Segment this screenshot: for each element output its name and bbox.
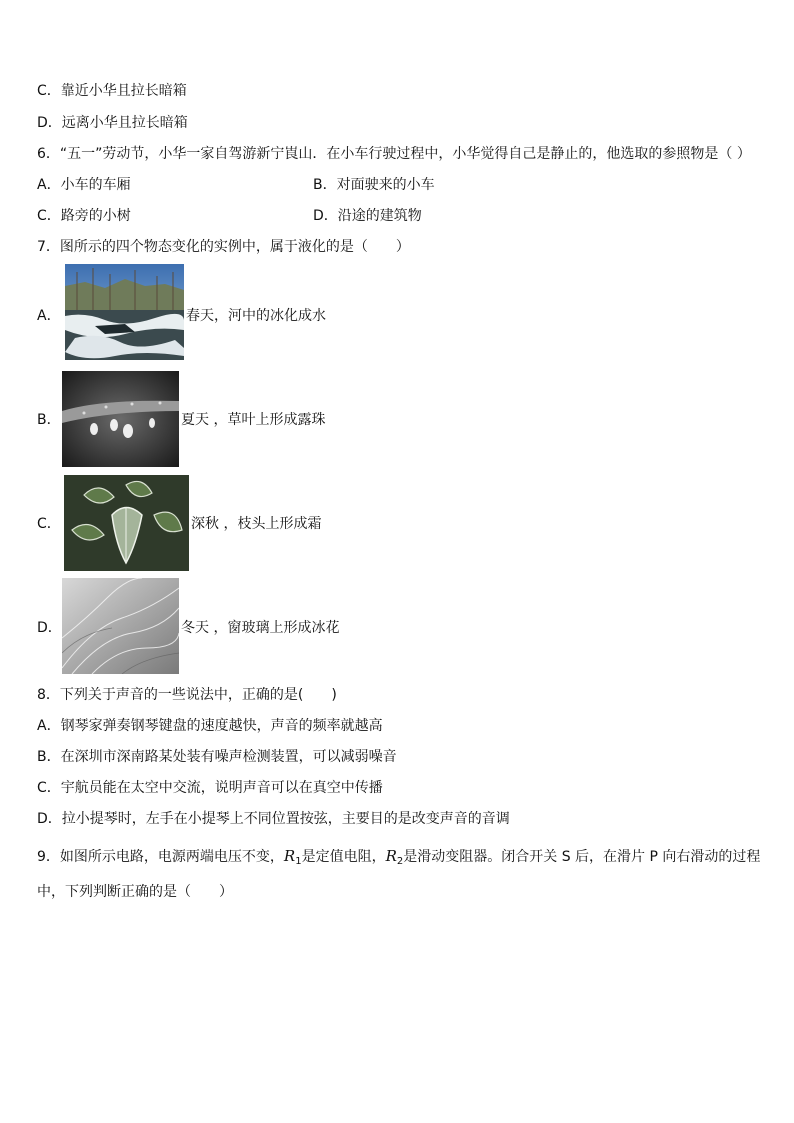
q7-option-c-label: C．: [37, 516, 61, 532]
q5-option-c: C．靠近小华且拉长暗箱: [37, 83, 187, 99]
q7-option-d-caption: 冬天 ，窗玻璃上形成冰花: [181, 620, 340, 636]
q6-option-a: A．小车的车厢: [37, 177, 131, 193]
q8-option-b: B．在深圳市深南路某处装有噪声检测装置，可以减弱噪音: [37, 749, 397, 765]
q7-stem: 7．图所示的四个物态变化的实例中，属于液化的是（ ）: [37, 239, 410, 255]
q9-text-1: 9．如图所示电路，电源两端电压不变，: [37, 849, 284, 865]
q6-option-b: B．对面驶来的小车: [313, 177, 435, 193]
dew-drops-photo: [62, 371, 179, 467]
river-ice-photo: [65, 264, 184, 360]
r2-subscript: 2: [396, 856, 404, 867]
r1-subscript: 1: [295, 856, 302, 867]
q9-text-3: 是滑动变阻器。闭合开关 S 后，在滑片 P 向右滑动的过程: [403, 849, 761, 865]
q7-option-b-caption: 夏天 ，草叶上形成露珠: [181, 412, 326, 428]
q7-option-a-label: A．: [37, 308, 61, 324]
q9-stem-line1: [37, 846, 760, 872]
q7-option-a-caption: 春天，河中的冰化成水: [186, 308, 326, 324]
q7-option-d-label: D．: [37, 620, 62, 636]
q9-stem-line2: 中，下列判断正确的是（ ）: [37, 884, 233, 900]
q5-option-d: D．远离小华且拉长暗箱: [37, 115, 188, 131]
q8-option-c: C．宇航员能在太空中交流，说明声音可以在真空中传播: [37, 780, 383, 796]
q6-stem: 6．“五一”劳动节，小华一家自驾游新宁崀山．在小车行驶过程中，小华觉得自己是静止的，他选取的参照物是（ ）: [37, 146, 751, 162]
q7-option-c-caption: 深秋 ，枝头上形成霜: [191, 516, 322, 532]
q9-text-2: 是定值电阻，: [301, 849, 386, 865]
q7-option-b-label: B．: [37, 412, 61, 428]
window-frost-photo: [62, 578, 179, 674]
r2-symbol: R: [385, 847, 397, 865]
q6-option-c: C．路旁的小树: [37, 208, 131, 224]
q8-option-d: D．拉小提琴时，左手在小提琴上不同位置按弦，主要目的是改变声音的音调: [37, 811, 510, 827]
frost-leaves-photo: [64, 475, 189, 571]
r1-symbol: R: [283, 847, 296, 865]
q8-stem: 8．下列关于声音的一些说法中，正确的是( ): [37, 687, 337, 703]
q8-option-a: A．钢琴家弹奏钢琴键盘的速度越快，声音的频率就越高: [37, 718, 383, 734]
q6-option-d: D．沿途的建筑物: [313, 208, 422, 224]
